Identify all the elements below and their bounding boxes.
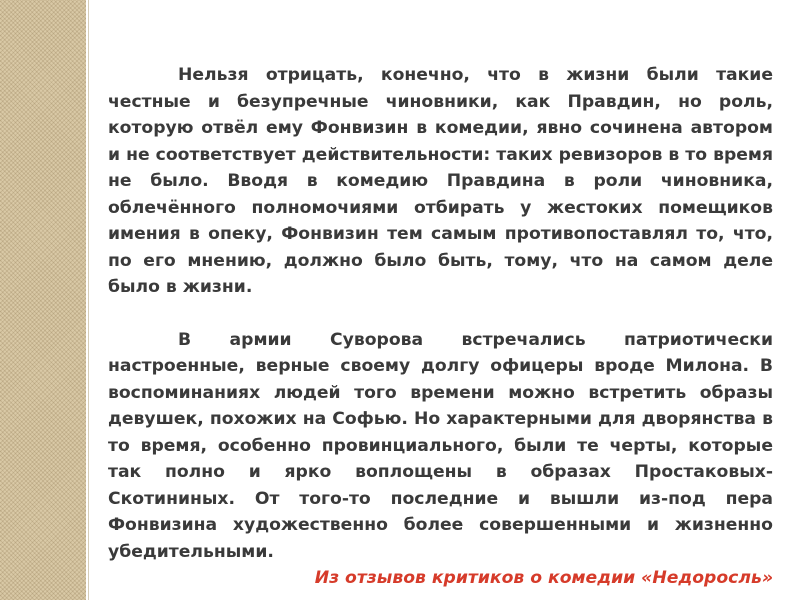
decorative-side-band <box>0 0 86 600</box>
slide-text-block <box>108 62 773 592</box>
source-caption: Из отзывов критиков о комедии «Недоросль» <box>314 568 773 588</box>
paragraph-2: В армии Суворова встречались патриотически настроенные, верные своему долгу офицеры вроде Милона. В воспоминаниях людей того времени можно встретить образы девушек, похожих на Софью. Но характерными для дворянства в то время, особенно провинциального, были те черты, которые так полно и ярко воплощены в образах Простаковых-Скотининых. От того-то последние и вышли из-под пера Фонвизина художественно более совершенными и жизненно убедительными. <box>108 329 773 562</box>
side-divider <box>88 0 89 600</box>
paragraph-1: Нельзя отрицать, конечно, что в жизни были такие честные и безупречные чиновники, как Правдин, но роль, которую отвёл ему Фонвизин в комедии, явно сочинена автором и не соответствует действительности: таких ревизоров в то время не было. Вводя в комедию Правдина в роли чиновника, облечённого полномочиями отбирать у жестоких помещиков имения в опеку, Фонвизин тем самым противопоставлял то, что, по его мнению, должно было быть, тому, что на самом деле было в жизни. <box>108 65 773 297</box>
